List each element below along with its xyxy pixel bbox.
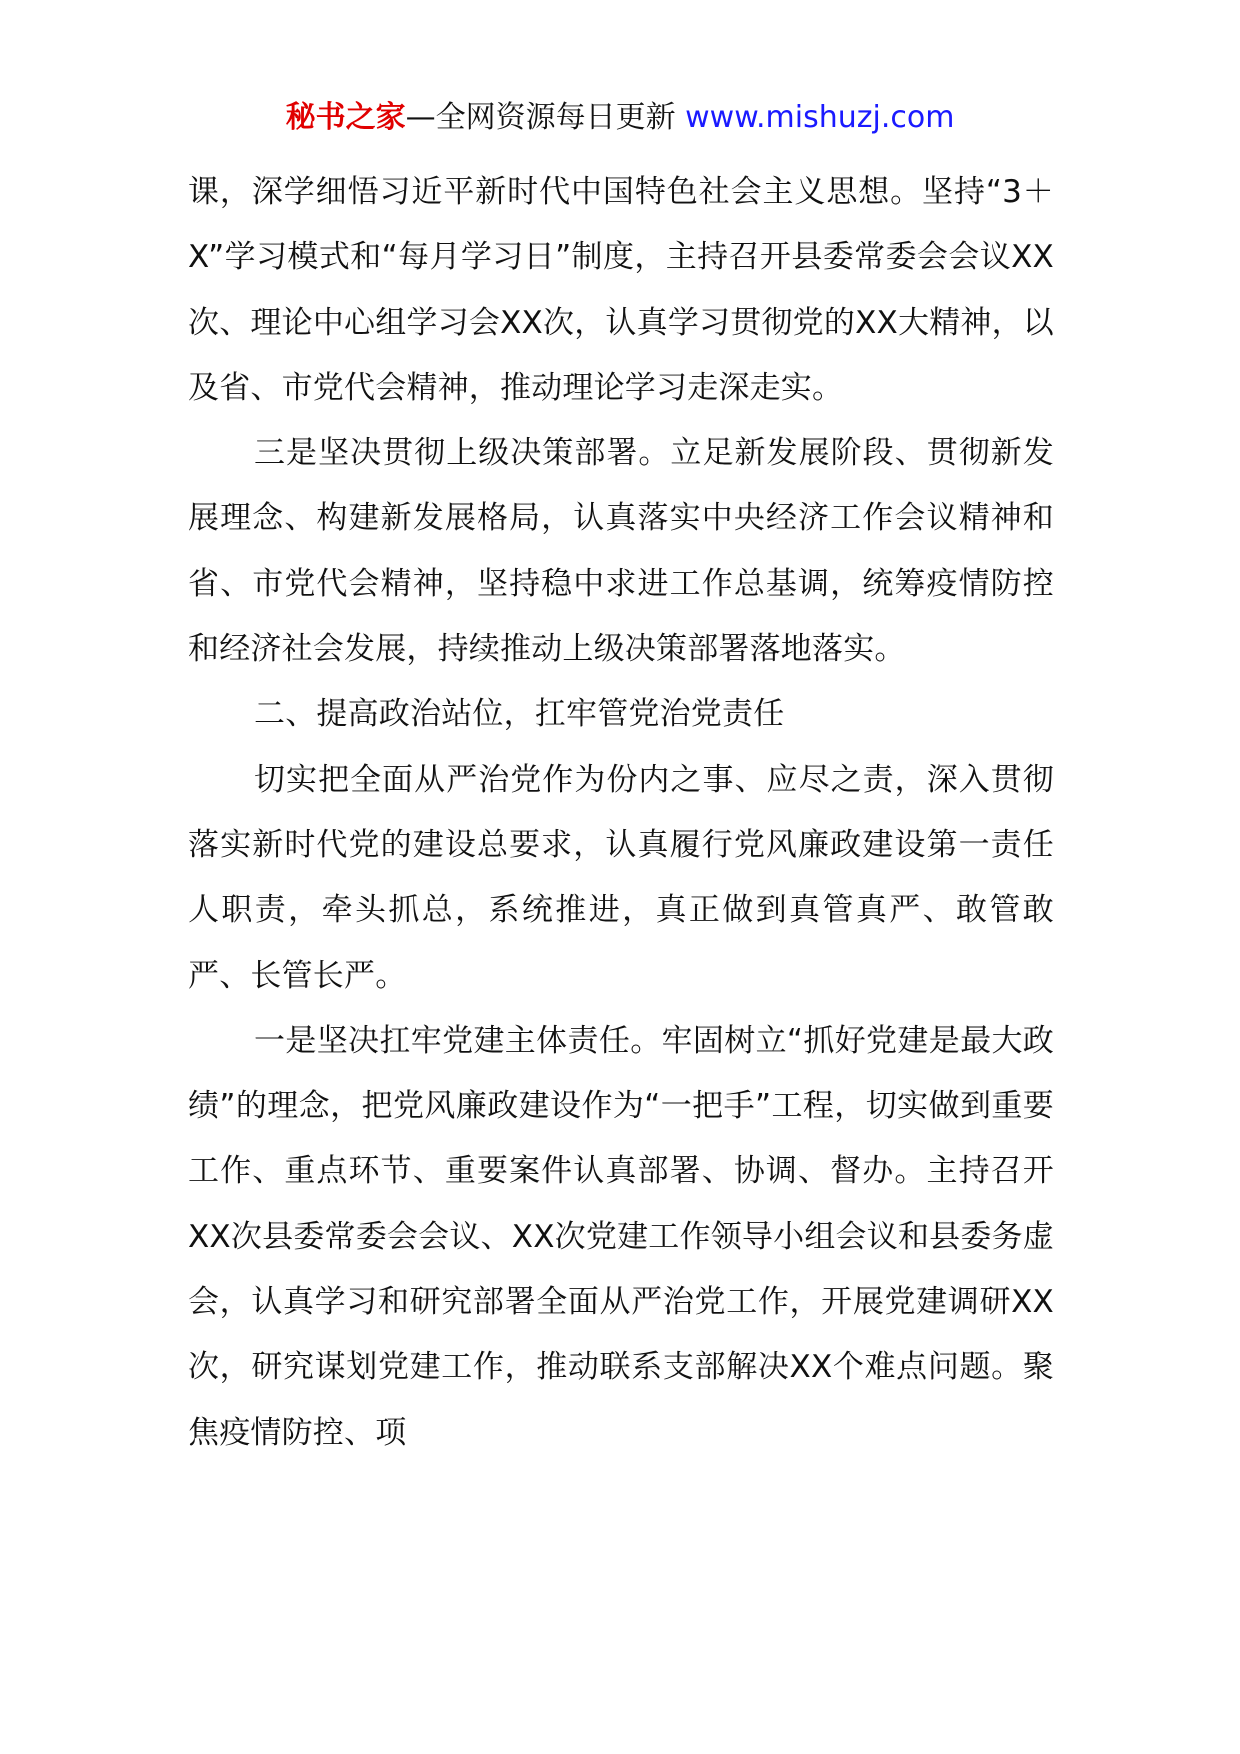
paragraph-point-three: 三是坚决贯彻上级决策部署。立足新发展阶段、贯彻新发展理念、构建新发展格局，认真落实中央经济工作会议精神和省、市党代会精神，坚持稳中求进工作总基调，统筹疫情防控和经济社会发展，持续推动上级决策部署落地落实。 <box>188 435 1054 668</box>
site-header <box>0 98 1240 138</box>
paragraph-section-intro: 切实把全面从严治党作为份内之事、应尽之责，深入贯彻落实新时代党的建设总要求，认真履行党风廉政建设第一责任人职责，牵头抓总，系统推进，真正做到真管真严、敢管敢严、长管长严。 <box>188 761 1054 994</box>
header-tagline: —全网资源每日更新 <box>405 100 686 135</box>
document-body <box>188 160 1054 1466</box>
brand-name: 秘书之家 <box>285 100 406 135</box>
paragraph-point-one: 一是坚决扛牢党建主体责任。牢固树立“抓好党建是最大政绩”的理念，把党风廉政建设作为“一把手”工程，切实做到重要工作、重点环节、重要案件认真部署、协调、督办。主持召开XX次县委常委会会议、XX次党建工作领导小组会议和县委务虚会，认真学习和研究部署全面从严治党工作，开展党建调研XX次，研究谋划党建工作，推动联系支部解决XX个难点问题。聚焦疫情防控、项 <box>188 1022 1054 1451</box>
section-heading-two: 二、提高政治站位，扛牢管党治党责任 <box>254 696 785 733</box>
site-url-link[interactable]: www.mishuzj.com <box>685 100 955 135</box>
paragraph-continuation: 课，深学细悟习近平新时代中国特色社会主义思想。坚持“3＋X”学习模式和“每月学习日”制度，主持召开县委常委会会议XX次、理论中心组学习会XX次，认真学习贯彻党的XX大精神，以及省、市党代会精神，推动理论学习走深走实。 <box>188 174 1054 406</box>
